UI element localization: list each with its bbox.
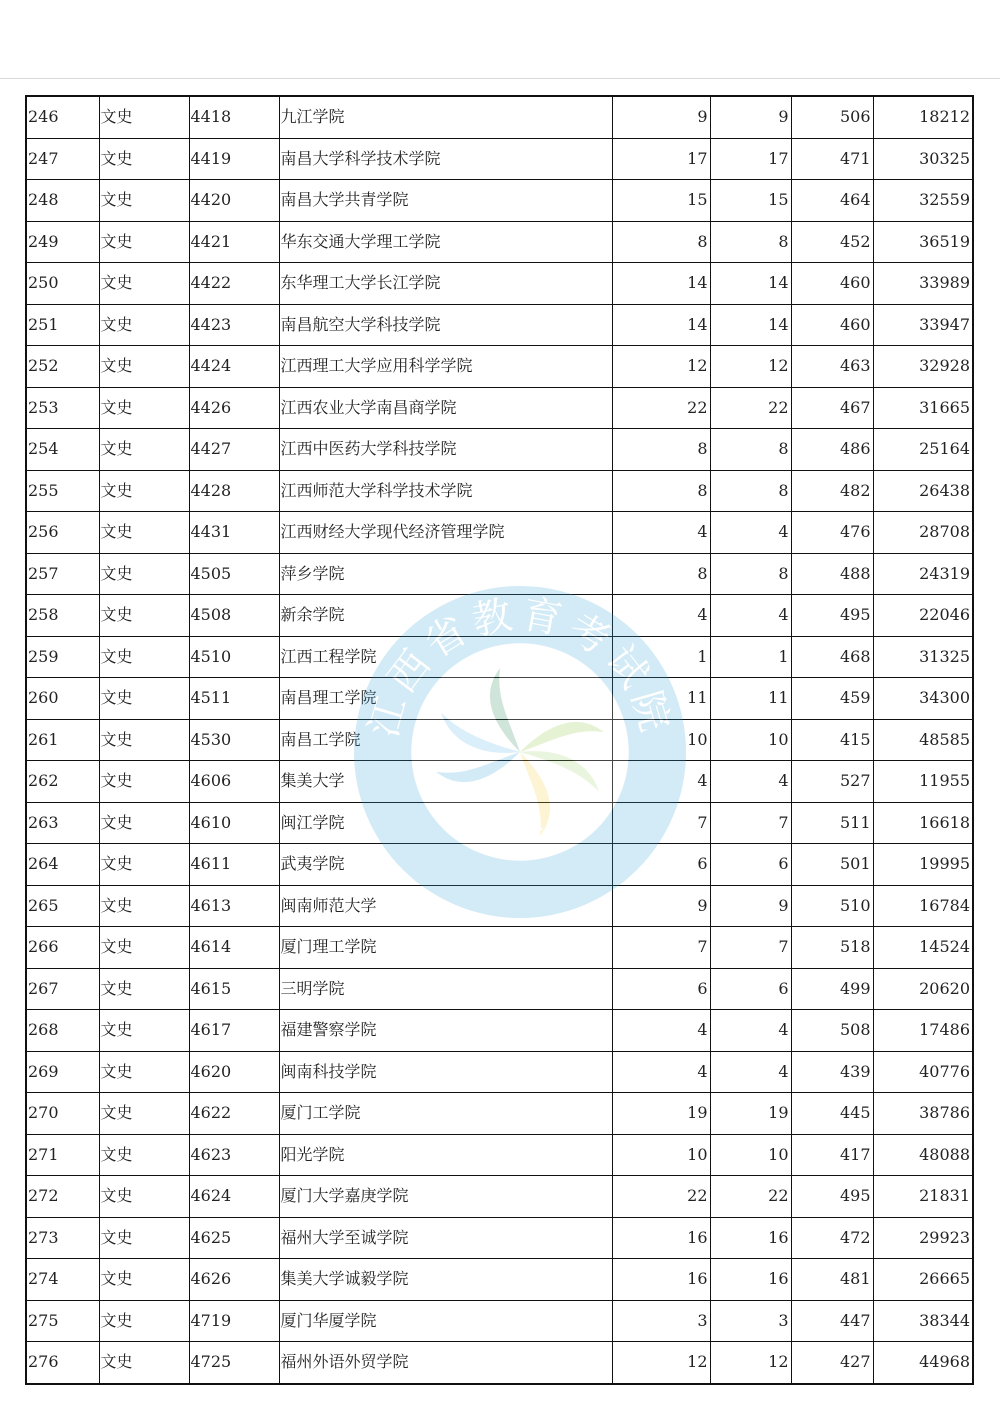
category-cell: 文史 <box>99 1217 189 1259</box>
plan-count-cell: 16 <box>612 1217 710 1259</box>
table-row <box>26 595 973 637</box>
min-score-cell: 445 <box>791 1093 873 1135</box>
min-rank-cell: 33989 <box>873 263 973 305</box>
admitted-count-cell: 11 <box>710 678 791 720</box>
min-rank-cell: 16618 <box>873 802 973 844</box>
code-cell: 4620 <box>189 1051 279 1093</box>
table-row <box>26 387 973 429</box>
min-rank-cell: 28708 <box>873 512 973 554</box>
min-rank-cell: 33947 <box>873 304 973 346</box>
code-cell: 4725 <box>189 1342 279 1384</box>
institution-name-cell: 福州外语外贸学院 <box>279 1342 612 1384</box>
table-row <box>26 1093 973 1135</box>
category-cell: 文史 <box>99 595 189 637</box>
admitted-count-cell: 12 <box>710 346 791 388</box>
admitted-count-cell: 7 <box>710 927 791 969</box>
table-row <box>26 138 973 180</box>
seq-cell: 258 <box>26 595 99 637</box>
plan-count-cell: 6 <box>612 968 710 1010</box>
institution-name-cell: 江西农业大学南昌商学院 <box>279 387 612 429</box>
plan-count-cell: 22 <box>612 387 710 429</box>
min-rank-cell: 24319 <box>873 553 973 595</box>
plan-count-cell: 6 <box>612 844 710 886</box>
admitted-count-cell: 14 <box>710 263 791 305</box>
min-score-cell: 467 <box>791 387 873 429</box>
admitted-count-cell: 8 <box>710 553 791 595</box>
code-cell: 4623 <box>189 1134 279 1176</box>
min-score-cell: 501 <box>791 844 873 886</box>
seq-cell: 264 <box>26 844 99 886</box>
min-rank-cell: 21831 <box>873 1176 973 1218</box>
plan-count-cell: 4 <box>612 1010 710 1052</box>
category-cell: 文史 <box>99 263 189 305</box>
code-cell: 4505 <box>189 553 279 595</box>
admitted-count-cell: 9 <box>710 96 791 138</box>
institution-name-cell: 江西工程学院 <box>279 636 612 678</box>
code-cell: 4626 <box>189 1259 279 1301</box>
admitted-count-cell: 16 <box>710 1217 791 1259</box>
watermark-arc-text: 江西省教育考试院 <box>360 591 680 743</box>
code-cell: 4419 <box>189 138 279 180</box>
category-cell: 文史 <box>99 1259 189 1301</box>
admitted-count-cell: 14 <box>710 304 791 346</box>
table-row <box>26 802 973 844</box>
code-cell: 4614 <box>189 927 279 969</box>
table-row <box>26 512 973 554</box>
min-score-cell: 427 <box>791 1342 873 1384</box>
min-rank-cell: 48088 <box>873 1134 973 1176</box>
category-cell: 文史 <box>99 1051 189 1093</box>
min-score-cell: 468 <box>791 636 873 678</box>
min-score-cell: 482 <box>791 470 873 512</box>
code-cell: 4431 <box>189 512 279 554</box>
code-cell: 4426 <box>189 387 279 429</box>
table-row <box>26 263 973 305</box>
plan-count-cell: 8 <box>612 553 710 595</box>
seq-cell: 252 <box>26 346 99 388</box>
table-row <box>26 1300 973 1342</box>
category-cell: 文史 <box>99 802 189 844</box>
seq-cell: 248 <box>26 180 99 222</box>
min-score-cell: 481 <box>791 1259 873 1301</box>
category-cell: 文史 <box>99 636 189 678</box>
category-cell: 文史 <box>99 429 189 471</box>
admitted-count-cell: 15 <box>710 180 791 222</box>
table-row <box>26 1010 973 1052</box>
institution-name-cell: 江西理工大学应用科学学院 <box>279 346 612 388</box>
category-cell: 文史 <box>99 346 189 388</box>
page-top-rule <box>0 78 1000 79</box>
code-cell: 4625 <box>189 1217 279 1259</box>
seq-cell: 257 <box>26 553 99 595</box>
admitted-count-cell: 19 <box>710 1093 791 1135</box>
seq-cell: 249 <box>26 221 99 263</box>
table-row <box>26 1134 973 1176</box>
seq-cell: 275 <box>26 1300 99 1342</box>
min-score-cell: 508 <box>791 1010 873 1052</box>
seq-cell: 254 <box>26 429 99 471</box>
admitted-count-cell: 9 <box>710 885 791 927</box>
min-score-cell: 471 <box>791 138 873 180</box>
min-rank-cell: 38786 <box>873 1093 973 1135</box>
plan-count-cell: 22 <box>612 1176 710 1218</box>
code-cell: 4622 <box>189 1093 279 1135</box>
institution-name-cell: 闽南科技学院 <box>279 1051 612 1093</box>
institution-name-cell: 厦门理工学院 <box>279 927 612 969</box>
admitted-count-cell: 22 <box>710 1176 791 1218</box>
seq-cell: 272 <box>26 1176 99 1218</box>
category-cell: 文史 <box>99 553 189 595</box>
min-score-cell: 472 <box>791 1217 873 1259</box>
admitted-count-cell: 16 <box>710 1259 791 1301</box>
table-row <box>26 346 973 388</box>
admitted-count-cell: 6 <box>710 844 791 886</box>
code-cell: 4511 <box>189 678 279 720</box>
institution-name-cell: 萍乡学院 <box>279 553 612 595</box>
institution-name-cell: 闽南师范大学 <box>279 885 612 927</box>
category-cell: 文史 <box>99 761 189 803</box>
seq-cell: 253 <box>26 387 99 429</box>
table-row <box>26 844 973 886</box>
code-cell: 4617 <box>189 1010 279 1052</box>
plan-count-cell: 15 <box>612 180 710 222</box>
seq-cell: 271 <box>26 1134 99 1176</box>
min-rank-cell: 32928 <box>873 346 973 388</box>
code-cell: 4624 <box>189 1176 279 1218</box>
institution-name-cell: 闽江学院 <box>279 802 612 844</box>
institution-name-cell: 江西师范大学科学技术学院 <box>279 470 612 512</box>
category-cell: 文史 <box>99 885 189 927</box>
category-cell: 文史 <box>99 968 189 1010</box>
institution-name-cell: 厦门工学院 <box>279 1093 612 1135</box>
category-cell: 文史 <box>99 1093 189 1135</box>
table-row <box>26 470 973 512</box>
institution-name-cell: 新余学院 <box>279 595 612 637</box>
min-rank-cell: 19995 <box>873 844 973 886</box>
code-cell: 4508 <box>189 595 279 637</box>
min-score-cell: 499 <box>791 968 873 1010</box>
min-rank-cell: 36519 <box>873 221 973 263</box>
plan-count-cell: 12 <box>612 346 710 388</box>
code-cell: 4611 <box>189 844 279 886</box>
seq-cell: 261 <box>26 719 99 761</box>
code-cell: 4423 <box>189 304 279 346</box>
category-cell: 文史 <box>99 1176 189 1218</box>
plan-count-cell: 17 <box>612 138 710 180</box>
category-cell: 文史 <box>99 180 189 222</box>
min-rank-cell: 14524 <box>873 927 973 969</box>
min-rank-cell: 16784 <box>873 885 973 927</box>
min-score-cell: 510 <box>791 885 873 927</box>
institution-name-cell: 南昌大学科学技术学院 <box>279 138 612 180</box>
min-score-cell: 415 <box>791 719 873 761</box>
min-score-cell: 488 <box>791 553 873 595</box>
code-cell: 4427 <box>189 429 279 471</box>
code-cell: 4610 <box>189 802 279 844</box>
code-cell: 4613 <box>189 885 279 927</box>
min-rank-cell: 38344 <box>873 1300 973 1342</box>
plan-count-cell: 9 <box>612 885 710 927</box>
min-score-cell: 460 <box>791 263 873 305</box>
table-row <box>26 1217 973 1259</box>
plan-count-cell: 4 <box>612 1051 710 1093</box>
table-row <box>26 180 973 222</box>
category-cell: 文史 <box>99 138 189 180</box>
min-score-cell: 511 <box>791 802 873 844</box>
seq-cell: 265 <box>26 885 99 927</box>
min-score-cell: 439 <box>791 1051 873 1093</box>
plan-count-cell: 9 <box>612 96 710 138</box>
institution-name-cell: 九江学院 <box>279 96 612 138</box>
institution-name-cell: 集美大学 <box>279 761 612 803</box>
min-rank-cell: 11955 <box>873 761 973 803</box>
min-score-cell: 506 <box>791 96 873 138</box>
min-score-cell: 452 <box>791 221 873 263</box>
table-row <box>26 1259 973 1301</box>
institution-name-cell: 福建警察学院 <box>279 1010 612 1052</box>
plan-count-cell: 14 <box>612 304 710 346</box>
institution-name-cell: 武夷学院 <box>279 844 612 886</box>
min-score-cell: 495 <box>791 595 873 637</box>
min-rank-cell: 31325 <box>873 636 973 678</box>
table-row <box>26 1051 973 1093</box>
min-rank-cell: 20620 <box>873 968 973 1010</box>
category-cell: 文史 <box>99 719 189 761</box>
min-rank-cell: 30325 <box>873 138 973 180</box>
seq-cell: 255 <box>26 470 99 512</box>
plan-count-cell: 10 <box>612 719 710 761</box>
plan-count-cell: 8 <box>612 429 710 471</box>
institution-name-cell: 南昌理工学院 <box>279 678 612 720</box>
code-cell: 4530 <box>189 719 279 761</box>
seq-cell: 269 <box>26 1051 99 1093</box>
plan-count-cell: 11 <box>612 678 710 720</box>
plan-count-cell: 3 <box>612 1300 710 1342</box>
admitted-count-cell: 8 <box>710 221 791 263</box>
institution-name-cell: 华东交通大学理工学院 <box>279 221 612 263</box>
seq-cell: 259 <box>26 636 99 678</box>
table-row <box>26 885 973 927</box>
table-row <box>26 968 973 1010</box>
plan-count-cell: 14 <box>612 263 710 305</box>
admitted-count-cell: 10 <box>710 1134 791 1176</box>
plan-count-cell: 7 <box>612 802 710 844</box>
plan-count-cell: 8 <box>612 470 710 512</box>
min-score-cell: 495 <box>791 1176 873 1218</box>
category-cell: 文史 <box>99 927 189 969</box>
table-row <box>26 927 973 969</box>
category-cell: 文史 <box>99 1342 189 1384</box>
seq-cell: 260 <box>26 678 99 720</box>
min-rank-cell: 26438 <box>873 470 973 512</box>
min-score-cell: 518 <box>791 927 873 969</box>
min-rank-cell: 17486 <box>873 1010 973 1052</box>
institution-name-cell: 江西财经大学现代经济管理学院 <box>279 512 612 554</box>
category-cell: 文史 <box>99 1010 189 1052</box>
admitted-count-cell: 6 <box>710 968 791 1010</box>
category-cell: 文史 <box>99 96 189 138</box>
plan-count-cell: 7 <box>612 927 710 969</box>
admitted-count-cell: 7 <box>710 802 791 844</box>
table-row <box>26 221 973 263</box>
min-rank-cell: 44968 <box>873 1342 973 1384</box>
code-cell: 4422 <box>189 263 279 305</box>
category-cell: 文史 <box>99 387 189 429</box>
min-score-cell: 464 <box>791 180 873 222</box>
min-score-cell: 463 <box>791 346 873 388</box>
code-cell: 4420 <box>189 180 279 222</box>
admitted-count-cell: 17 <box>710 138 791 180</box>
table-row <box>26 96 973 138</box>
category-cell: 文史 <box>99 678 189 720</box>
min-rank-cell: 25164 <box>873 429 973 471</box>
category-cell: 文史 <box>99 1134 189 1176</box>
admitted-count-cell: 4 <box>710 1051 791 1093</box>
institution-name-cell: 厦门大学嘉庚学院 <box>279 1176 612 1218</box>
min-score-cell: 486 <box>791 429 873 471</box>
table-row <box>26 678 973 720</box>
min-rank-cell: 22046 <box>873 595 973 637</box>
seq-cell: 274 <box>26 1259 99 1301</box>
plan-count-cell: 8 <box>612 221 710 263</box>
seq-cell: 273 <box>26 1217 99 1259</box>
code-cell: 4424 <box>189 346 279 388</box>
seq-cell: 246 <box>26 96 99 138</box>
min-score-cell: 476 <box>791 512 873 554</box>
plan-count-cell: 4 <box>612 761 710 803</box>
seq-cell: 276 <box>26 1342 99 1384</box>
table-row <box>26 304 973 346</box>
min-score-cell: 527 <box>791 761 873 803</box>
institution-name-cell: 三明学院 <box>279 968 612 1010</box>
code-cell: 4719 <box>189 1300 279 1342</box>
plan-count-cell: 10 <box>612 1134 710 1176</box>
category-cell: 文史 <box>99 512 189 554</box>
table-row <box>26 761 973 803</box>
code-cell: 4421 <box>189 221 279 263</box>
plan-count-cell: 12 <box>612 1342 710 1384</box>
seq-cell: 266 <box>26 927 99 969</box>
admitted-count-cell: 8 <box>710 429 791 471</box>
min-rank-cell: 31665 <box>873 387 973 429</box>
table-row <box>26 1176 973 1218</box>
min-rank-cell: 40776 <box>873 1051 973 1093</box>
category-cell: 文史 <box>99 470 189 512</box>
seq-cell: 250 <box>26 263 99 305</box>
table-row <box>26 553 973 595</box>
watermark-abbr-text: SNEEA <box>457 811 583 857</box>
min-rank-cell: 32559 <box>873 180 973 222</box>
plan-count-cell: 16 <box>612 1259 710 1301</box>
code-cell: 4606 <box>189 761 279 803</box>
table-row <box>26 1342 973 1384</box>
admitted-count-cell: 3 <box>710 1300 791 1342</box>
seq-cell: 262 <box>26 761 99 803</box>
seq-cell: 247 <box>26 138 99 180</box>
plan-count-cell: 1 <box>612 636 710 678</box>
institution-name-cell: 江西中医药大学科技学院 <box>279 429 612 471</box>
admitted-count-cell: 4 <box>710 761 791 803</box>
institution-name-cell: 集美大学诚毅学院 <box>279 1259 612 1301</box>
seq-cell: 263 <box>26 802 99 844</box>
category-cell: 文史 <box>99 304 189 346</box>
seq-cell: 270 <box>26 1093 99 1135</box>
plan-count-cell: 4 <box>612 595 710 637</box>
institution-name-cell: 东华理工大学长江学院 <box>279 263 612 305</box>
institution-name-cell: 南昌航空大学科技学院 <box>279 304 612 346</box>
table-row <box>26 429 973 471</box>
admissions-table <box>25 95 974 1385</box>
admitted-count-cell: 4 <box>710 595 791 637</box>
table-body <box>26 96 973 1384</box>
min-score-cell: 417 <box>791 1134 873 1176</box>
min-rank-cell: 29923 <box>873 1217 973 1259</box>
seq-cell: 251 <box>26 304 99 346</box>
code-cell: 4428 <box>189 470 279 512</box>
plan-count-cell: 4 <box>612 512 710 554</box>
admitted-count-cell: 1 <box>710 636 791 678</box>
seq-cell: 267 <box>26 968 99 1010</box>
seq-cell: 268 <box>26 1010 99 1052</box>
table-row <box>26 719 973 761</box>
admitted-count-cell: 22 <box>710 387 791 429</box>
admitted-count-cell: 4 <box>710 512 791 554</box>
code-cell: 4615 <box>189 968 279 1010</box>
table-row <box>26 636 973 678</box>
plan-count-cell: 19 <box>612 1093 710 1135</box>
code-cell: 4418 <box>189 96 279 138</box>
min-rank-cell: 26665 <box>873 1259 973 1301</box>
min-rank-cell: 48585 <box>873 719 973 761</box>
seq-cell: 256 <box>26 512 99 554</box>
category-cell: 文史 <box>99 844 189 886</box>
category-cell: 文史 <box>99 1300 189 1342</box>
min-rank-cell: 34300 <box>873 678 973 720</box>
code-cell: 4510 <box>189 636 279 678</box>
min-score-cell: 460 <box>791 304 873 346</box>
min-score-cell: 459 <box>791 678 873 720</box>
institution-name-cell: 南昌工学院 <box>279 719 612 761</box>
admitted-count-cell: 4 <box>710 1010 791 1052</box>
admitted-count-cell: 10 <box>710 719 791 761</box>
admitted-count-cell: 12 <box>710 1342 791 1384</box>
min-score-cell: 447 <box>791 1300 873 1342</box>
admitted-count-cell: 8 <box>710 470 791 512</box>
institution-name-cell: 厦门华厦学院 <box>279 1300 612 1342</box>
institution-name-cell: 南昌大学共青学院 <box>279 180 612 222</box>
category-cell: 文史 <box>99 221 189 263</box>
institution-name-cell: 阳光学院 <box>279 1134 612 1176</box>
institution-name-cell: 福州大学至诚学院 <box>279 1217 612 1259</box>
min-rank-cell: 18212 <box>873 96 973 138</box>
